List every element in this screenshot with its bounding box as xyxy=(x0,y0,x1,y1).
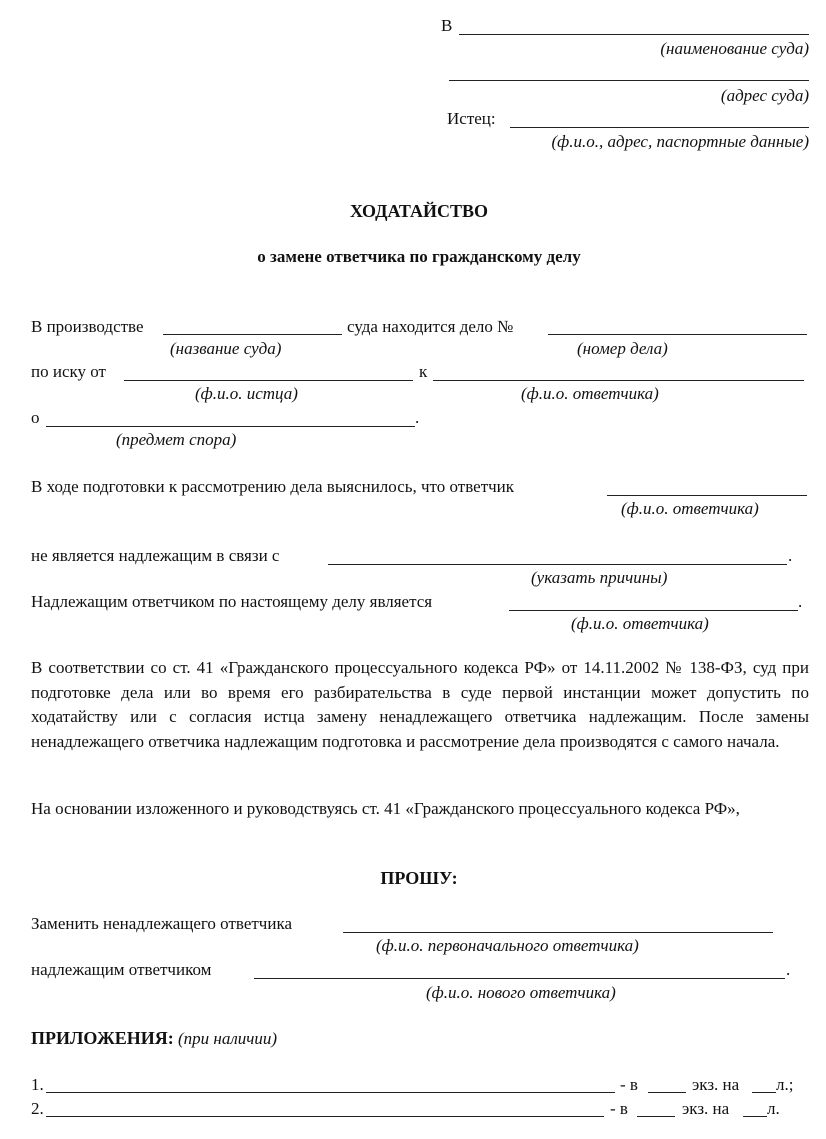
court-address-line[interactable] xyxy=(449,80,809,81)
attachment-1-copies-label: экз. на xyxy=(692,1075,740,1094)
found-out-text: В ходе подготовки к рассмотрению дела выяснилось, что ответчик xyxy=(31,477,515,496)
to-prefix: В xyxy=(441,16,453,35)
original-defendant-field[interactable] xyxy=(343,932,773,933)
replace-label: Заменить ненадлежащего ответчика xyxy=(31,914,292,933)
attachment-2-num: 2. xyxy=(31,1099,44,1118)
court-name-hint-2: (название суда) xyxy=(170,339,282,358)
plaintiff-hint: (ф.и.о., адрес, паспортные данные) xyxy=(551,132,809,151)
reasons-field[interactable] xyxy=(328,564,787,565)
attachment-2-pages-field[interactable] xyxy=(743,1116,767,1117)
court-address-hint: (адрес суда) xyxy=(720,86,809,105)
new-defendant-field[interactable] xyxy=(254,978,785,979)
defendant-fio-hint-2: (ф.и.о. ответчика) xyxy=(621,499,759,518)
subject-dot: . xyxy=(415,408,420,427)
attachment-1-num: 1. xyxy=(31,1075,44,1094)
court-name-field[interactable] xyxy=(163,334,342,335)
subject-hint: (предмет спора) xyxy=(116,430,237,449)
attachments-heading: ПРИЛОЖЕНИЯ: xyxy=(31,1028,174,1048)
reasons-dot: . xyxy=(788,546,793,565)
reasons-hint: (указать причины) xyxy=(531,568,668,587)
attachments-heading-row xyxy=(31,1028,277,1049)
defendant-fio-field-2[interactable] xyxy=(607,495,807,496)
law-paragraph: В соответствии со ст. 41 «Гражданского процессуального кодекса РФ» от 14.11.2002 № 138-ФЗ, суд при подготовке дела или во время его разбирательства в суде первой инстанции может допустить по ходатайству или с согласия истца замену ненадлежащего ответчика надлежащим. После замены ненадлежащего ответчика надлежащим подготовка и рассмотрение дела производятся с самого начала. xyxy=(31,658,809,751)
court-name-hint: (наименование суда) xyxy=(660,39,809,58)
attachment-2-copies-field[interactable] xyxy=(637,1116,675,1117)
case-number-hint: (номер дела) xyxy=(577,339,668,358)
attachment-2-field[interactable] xyxy=(46,1116,604,1117)
document-title: ХОДАТАЙСТВО xyxy=(349,201,489,221)
plaintiff-label: Истец: xyxy=(447,109,496,128)
basis-paragraph: На основании изложенного и руководствуясь ст. 41 «Гражданского процессуального кодекса РФ», xyxy=(31,799,740,818)
proper-defendant-dot: . xyxy=(798,592,803,611)
attachment-1-field[interactable] xyxy=(46,1092,615,1093)
to-label: к xyxy=(419,362,428,381)
defendant-fio-field[interactable] xyxy=(433,380,804,381)
original-defendant-hint: (ф.и.о. первоначального ответчика) xyxy=(376,936,639,955)
proper-defendant-text: Надлежащим ответчиком по настоящему делу является xyxy=(31,592,433,611)
attachment-2-copies-label: экз. на xyxy=(682,1099,730,1118)
attachments-note: (при наличии) xyxy=(178,1029,278,1048)
attachment-2-in: - в xyxy=(610,1099,628,1118)
in-proceedings-label: В производстве xyxy=(31,317,144,336)
case-label: суда находится дело № xyxy=(347,317,514,336)
attachment-1-pages-field[interactable] xyxy=(752,1092,776,1093)
attachment-1-pages-label: л.; xyxy=(776,1075,794,1094)
court-name-line[interactable] xyxy=(459,34,809,35)
attachment-1-copies-field[interactable] xyxy=(648,1092,686,1093)
defendant-fio-hint-3: (ф.и.о. ответчика) xyxy=(571,614,709,633)
about-label: о xyxy=(31,408,40,427)
plaintiff-fio-field[interactable] xyxy=(124,380,413,381)
document-subtitle: о замене ответчика по гражданскому делу xyxy=(257,247,581,266)
plaintiff-line[interactable] xyxy=(510,127,809,128)
with-proper-label: надлежащим ответчиком xyxy=(31,960,212,979)
attachment-1-in: - в xyxy=(620,1075,638,1094)
new-defendant-dot: . xyxy=(786,960,791,979)
request-heading: ПРОШУ: xyxy=(380,868,458,888)
proper-defendant-field[interactable] xyxy=(509,610,798,611)
subject-field[interactable] xyxy=(46,426,415,427)
attachment-2-pages-label: л. xyxy=(767,1099,780,1118)
plaintiff-fio-hint: (ф.и.о. истца) xyxy=(195,384,298,403)
by-claim-label: по иску от xyxy=(31,362,106,381)
case-number-field[interactable] xyxy=(548,334,807,335)
defendant-fio-hint: (ф.и.о. ответчика) xyxy=(521,384,659,403)
new-defendant-hint: (ф.и.о. нового ответчика) xyxy=(426,983,616,1002)
not-proper-text: не является надлежащим в связи с xyxy=(31,546,280,565)
